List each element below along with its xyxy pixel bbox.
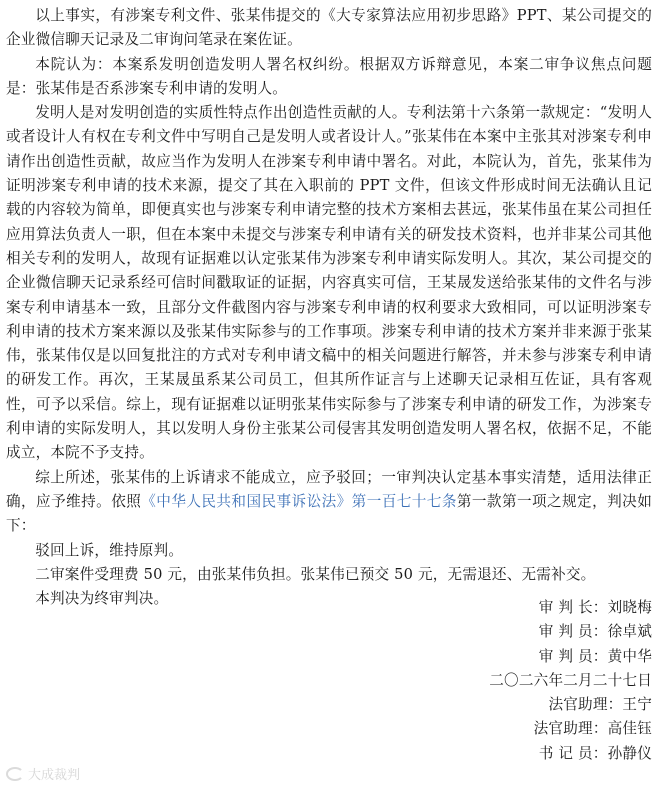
paragraph-fees: 二审案件受理费 50 元，由张某伟负担。张某伟已预交 50 元，无需退还、无需补交。: [35, 565, 596, 583]
chief-judge-line: 审 判 长：刘晓梅: [538, 599, 652, 616]
paragraph-analysis: 发明人是对发明创造的实质性特点作出创造性贡献的人。专利法第十六条第一款规定：“发明人或者设计人有权在专利文件中写明自己是发明人或者设计人。”张某伟在本案中主张其对涉案专利申请作出创造性贡献，故应当作为发明人在涉案专利申请中署名。对此，本院认为，首先，张某伟为证明涉案专利申请的技术来源，提交了其在入职前的 PPT 文件，但该文件形成时间无法确认且记载的内容较为简单，即便真实也与涉案专利申请完整的技术方案相去甚远，张某伟虽在某公司担任应用算法负责人一职，但在本案中未提交与涉案专利申请有关的研发技术资料，也并非某公司其他相关专利的发明人，故现有证据难以认定张某伟为涉案专利申请实际发明人。其次，某公司提交的企业微信聊天记录系经可信时间戳取证的证据，内容真实可信，王某晟发送给张某伟的文件名与涉案专利申请基本一致，且部分文件截图内容与涉案专利申请的权利要求大致相同，可以证明涉案专利申请的技术方案来源以及张某伟实际参与的工作事项。涉案专利申请的技术方案并非来源于张某伟，张某伟仅是以回复批注的方式对专利申请文稿中的相关问题进行解答，并未参与涉案专利申请的研发工作。再次，王某晟虽系某公司员工，但其所作证言与上述聊天记录相互佐证，具有客观性，可予以采信。综上，现有证据难以证明张某伟实际参与了涉案专利申请的研发工作，为涉案专利申请的实际发明人，其以发明人身份主张某公司侵害其发明创造发明人署名权，依据不足，不能成立，本院不予支持。: [6, 104, 652, 462]
signature-block: [392, 596, 652, 766]
judgment-body: [6, 4, 652, 611]
judge-line: 审 判 员：徐卓斌: [538, 623, 652, 641]
paragraph-facts: 以上事实，有涉案专利文件、张某伟提交的《大专家算法应用初步思路》PPT、某公司提交的企业微信聊天记录及二审询问笔录在案佐证。: [6, 7, 652, 49]
paragraph-court-opinion-intro: 本院认为：本案系发明创造发明人署名权纠纷。根据双方诉辩意见，本案二审争议焦点问题是：张某伟是否系涉案专利申请的发明人。: [6, 55, 652, 97]
conclusion-text-before: 综上所述，张某伟的上诉请求不能成立，应予驳回；一审判决认定基本事实清楚，适用法律正确，应予维持。依照: [6, 468, 652, 510]
conclusion-text-after: 第一款第一项之规定，判决如下：: [6, 492, 652, 535]
paragraph-ruling: 驳回上诉，维持原判。: [35, 541, 184, 559]
paragraph-conclusion: [6, 466, 652, 539]
logo-icon: [6, 767, 24, 781]
watermark-text: 大成裁判: [28, 768, 81, 783]
civil-procedure-law-link[interactable]: 《中华人民共和国民事诉讼法》第一百七十七条: [141, 492, 457, 510]
watermark: [6, 764, 80, 783]
judgment-date: 二〇二六年二月二十七日: [489, 671, 652, 689]
assistant-judge-line: 法官助理：高佳钰: [533, 720, 652, 738]
judge-line: 审 判 员：黄中华: [538, 647, 652, 665]
assistant-judge-line: 法官助理：王宁: [548, 696, 652, 714]
clerk-line: 书 记 员：孙静仪: [538, 744, 652, 762]
paragraph-finality: 本判决为终审判决。: [35, 590, 169, 608]
